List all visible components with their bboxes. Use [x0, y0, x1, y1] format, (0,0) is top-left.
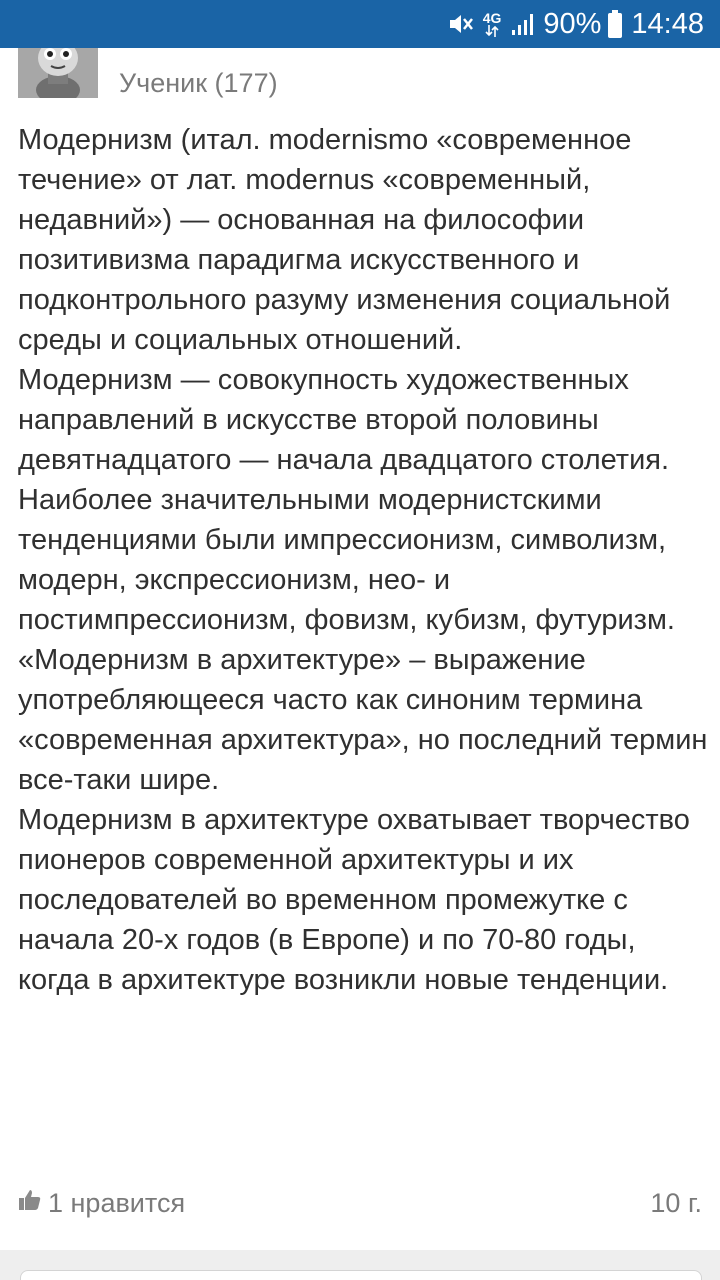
like-count: 1 нравится [48, 1187, 186, 1218]
signal-icon [511, 12, 535, 36]
battery-icon [607, 10, 623, 38]
status-bar [0, 0, 720, 48]
clock: 14:48 [631, 7, 704, 40]
answer-paragraph: Модернизм (итал. modernismo «современное течение» от лат. modernus «современный, недавний») — основанная на философии позитивизма парадигма искусственного и подконтрольного разуму изменения социальной среды и социальных отношений. [18, 124, 671, 356]
mute-icon [447, 11, 473, 37]
thumbs-up-icon [18, 1188, 42, 1219]
next-card[interactable] [20, 1270, 702, 1280]
like-button[interactable] [18, 1188, 185, 1219]
author-rank: Ученик (177) [119, 68, 278, 98]
answer-text [18, 120, 708, 1000]
answer-age: 10 г. [650, 1187, 702, 1218]
answer-paragraph: Модернизм в архитектуре охватывает творчество пионеров современной архитектуры и их последователей во временном промежутке с начала 20-х годов (в Европе) и по 70-80 годы, когда в архитектуре возникли новые тенденции. [18, 804, 690, 996]
network-4g-icon [483, 11, 502, 37]
answer-paragraph: «Модернизм в архитектуре» – выражение употребляющееся часто как синоним термина «современная архитектура», но последний термин все-таки шире. [18, 644, 708, 796]
battery-percent: 90% [543, 7, 602, 40]
answer-footer [18, 1183, 702, 1223]
network-type: 4G [482, 10, 502, 26]
answer-paragraph: Модернизм — совокупность художественных направлений в искусстве второй половины девятнадцатого — начала двадцатого столетия. Наиболее значительными модернистскими тенденциями были импрессионизм, символизм, модерн, экспрессионизм, нео- и постимпрессионизм, фовизм, кубизм, футуризм. [18, 364, 675, 636]
